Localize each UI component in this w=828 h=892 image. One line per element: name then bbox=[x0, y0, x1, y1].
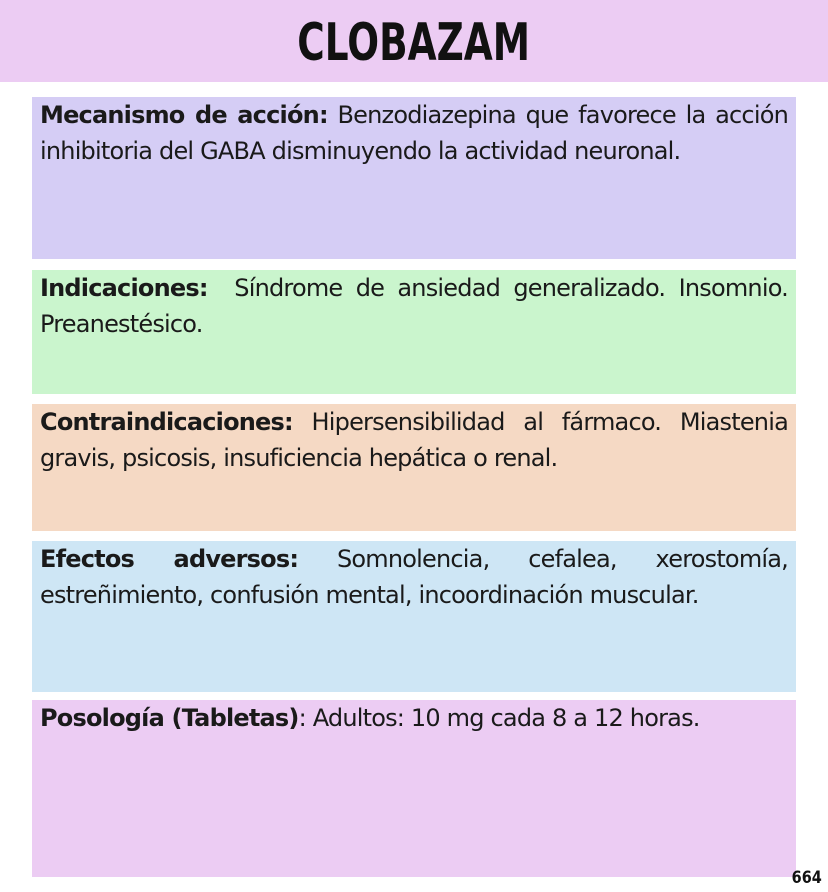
section-efectos-label: Efectos adversos: bbox=[40, 545, 299, 573]
section-contraindicaciones-body: Hipersensibilidad al fármaco. Miastenia gravis, psicosis, insuficiencia hepática o renal. bbox=[40, 408, 788, 472]
section-posologia-body: : Adultos: 10 mg cada 8 a 12 horas. bbox=[298, 704, 700, 732]
section-efectos-adversos bbox=[32, 541, 796, 692]
section-posologia bbox=[32, 700, 796, 877]
section-indicaciones-body: Síndrome de ansiedad generalizado. Insomnio. Preanestésico. bbox=[40, 274, 795, 338]
section-efectos-body: Somnolencia, cefalea, xerostomía, estreñimiento, confusión mental, incoordinación muscular. bbox=[40, 545, 788, 609]
section-mecanismo-label: Mecanismo de acción: bbox=[40, 101, 328, 129]
page-title: CLOBAZAM bbox=[297, 13, 531, 73]
page-number: 664 bbox=[791, 868, 822, 888]
section-indicaciones-label: Indicaciones: bbox=[40, 274, 208, 302]
section-indicaciones bbox=[32, 270, 796, 394]
section-efectos-text bbox=[40, 541, 788, 613]
section-posologia-label: Posología (Tabletas) bbox=[40, 704, 299, 732]
section-posologia-text bbox=[40, 700, 788, 736]
section-contraindicaciones bbox=[32, 404, 796, 531]
title-banner bbox=[0, 0, 828, 82]
section-contraindicaciones-text bbox=[40, 404, 788, 476]
section-contraindicaciones-label: Contraindicaciones: bbox=[40, 408, 293, 436]
section-mecanismo bbox=[32, 97, 796, 259]
section-mecanismo-body: Benzodiazepina que favorece la acción inhibitoria del GABA disminuyendo la actividad neuronal. bbox=[40, 101, 788, 165]
section-mecanismo-text bbox=[40, 97, 788, 169]
section-indicaciones-text bbox=[40, 270, 795, 342]
